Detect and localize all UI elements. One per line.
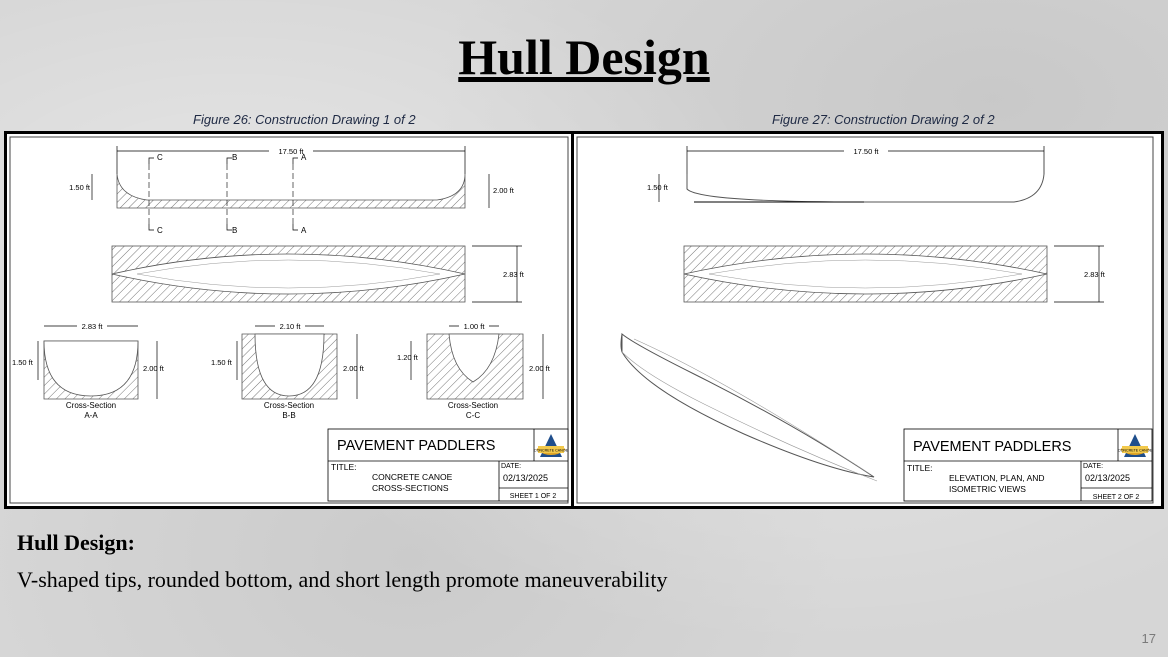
cross-section-a-a (12, 320, 165, 420)
section-b-label: Cross-Section (263, 401, 315, 410)
elevation-view (69, 144, 515, 235)
plan-beam-dim: 2.83 ft (503, 270, 524, 279)
title-block-1-logo-text: CONCRETE CANOE (534, 448, 568, 453)
section-a-label: Cross-Section (65, 401, 117, 410)
title-block-2-logo-text: CONCRETE CANOE (1118, 448, 1152, 453)
elevation-2-hull (687, 174, 1044, 202)
title-block-1-title-line2: CROSS-SECTIONS (372, 483, 449, 493)
plan-2-beam-dim: 2.83 ft (1084, 270, 1105, 279)
section-b-right-dim: 2.00 ft (343, 364, 364, 373)
section-mark-a-bottom: A (301, 226, 307, 235)
title-block-1-date: 02/13/2025 (503, 473, 549, 483)
cross-section-c-c (397, 320, 551, 420)
section-mark-a-top: A (301, 153, 307, 162)
title-block-2-date-label: DATE: (1083, 463, 1104, 470)
cross-section-b-b (211, 320, 365, 420)
elevation-2-length-dim: 17.50 ft (853, 147, 879, 156)
section-c-left-dim: 1.20 ft (397, 353, 418, 362)
drawing-2-canvas (574, 134, 1161, 506)
figure-27-caption: Figure 27: Construction Drawing 2 of 2 (772, 112, 995, 127)
section-mark-c-top: C (157, 153, 163, 162)
title-block-2-date: 02/13/2025 (1085, 473, 1131, 483)
title-block-1 (328, 429, 569, 501)
title-block-1-title-line1: CONCRETE CANOE (372, 472, 453, 482)
drawing-1-canvas (7, 134, 571, 506)
title-block-1-date-label: DATE: (501, 463, 522, 470)
elevation-length-dim: 17.50 ft (278, 147, 304, 156)
figure-26-caption: Figure 26: Construction Drawing 1 of 2 (193, 112, 416, 127)
section-a-left-dim: 1.50 ft (12, 358, 33, 367)
title-block-2-sheet: SHEET 2 OF 2 (1092, 494, 1140, 501)
isometric-view (621, 334, 877, 481)
elevation-depth-left-dim: 1.50 ft (69, 183, 90, 192)
section-c-id: C-C (465, 411, 481, 420)
section-b-top-dim: 2.10 ft (279, 322, 301, 331)
construction-drawing-2 (571, 131, 1164, 509)
construction-drawing-1 (4, 131, 574, 509)
title-block-1-title-label: TITLE: (331, 462, 357, 472)
title-block-2 (904, 429, 1153, 501)
title-block-2-team: PAVEMENT PADDLERS (913, 439, 1072, 455)
title-block-2-title-line1: ELEVATION, PLAN, AND (949, 473, 1045, 483)
subheading: Hull Design: (17, 530, 135, 555)
title-block-1-team: PAVEMENT PADDLERS (337, 438, 496, 454)
title-block-2-title-line2: ISOMETRIC VIEWS (949, 484, 1026, 494)
section-a-right-dim: 2.00 ft (143, 364, 164, 373)
section-a-id: A-A (84, 411, 98, 420)
elevation-view-2 (647, 144, 1044, 202)
elevation-2-depth-dim: 1.50 ft (647, 183, 668, 192)
page-number: 17 (1141, 631, 1156, 646)
section-mark-c-bottom: C (157, 226, 163, 235)
slide-title: Hull Design (458, 29, 710, 85)
section-a-top-dim: 2.83 ft (81, 322, 103, 331)
section-b-left-dim: 1.50 ft (211, 358, 232, 367)
elevation-hull (117, 174, 465, 208)
section-c-label: Cross-Section (447, 401, 499, 410)
title-block-2-title-label: TITLE: (907, 463, 933, 473)
section-mark-b-top: B (232, 153, 238, 162)
title-block-1-sheet: SHEET 1 OF 2 (509, 493, 557, 500)
body-text: V-shaped tips, rounded bottom, and short length promote maneuverability (17, 567, 668, 592)
section-b-id: B-B (282, 411, 296, 420)
section-c-right-dim: 2.00 ft (529, 364, 550, 373)
section-c-top-dim: 1.00 ft (463, 322, 485, 331)
plan-view-2 (684, 246, 1106, 302)
elevation-depth-right-dim: 2.00 ft (493, 186, 514, 195)
plan-view (112, 246, 525, 302)
section-mark-b-bottom: B (232, 226, 238, 235)
